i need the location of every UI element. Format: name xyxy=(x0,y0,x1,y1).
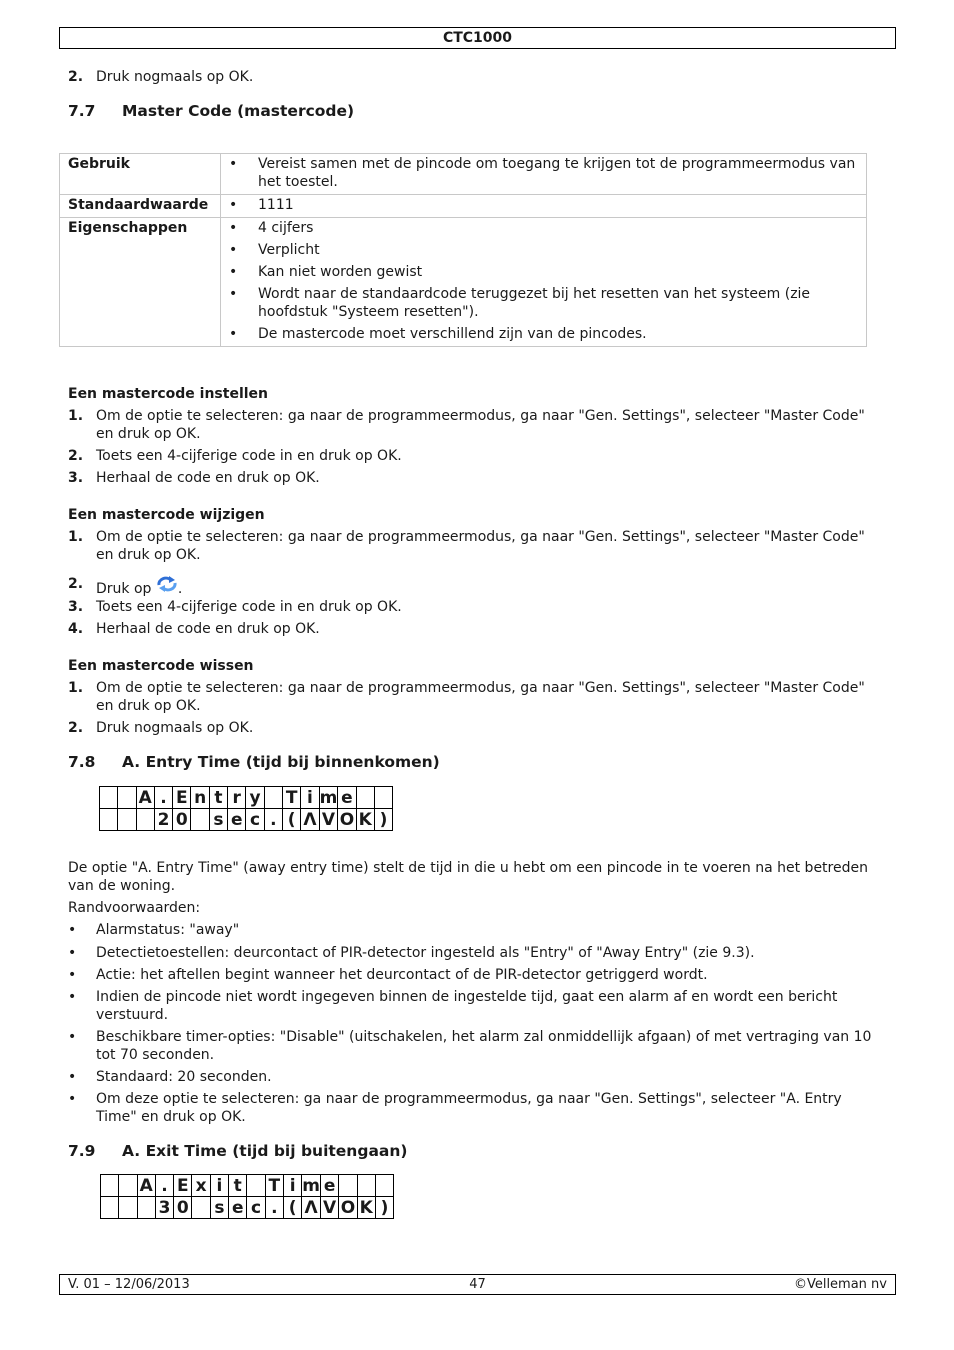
lcd-cell xyxy=(356,787,374,809)
table-row xyxy=(60,218,867,347)
lcd-cell xyxy=(136,809,154,831)
lcd-cell: . xyxy=(264,809,282,831)
lcd-cell: n xyxy=(191,787,209,809)
lcd-cell: t xyxy=(209,787,227,809)
lcd-cell: e xyxy=(229,1197,247,1219)
footer-page-number: 47 xyxy=(469,1277,486,1292)
bullet: • xyxy=(68,945,77,961)
section-number: 7.8 xyxy=(68,753,96,771)
table-key: Standaardwaarde xyxy=(60,195,221,218)
step-number: 3. xyxy=(68,470,84,486)
step-text: Druk nogmaals op OK. xyxy=(96,69,254,85)
lcd-cell: O xyxy=(340,1197,356,1218)
lcd-cell: i xyxy=(210,1175,228,1197)
lcd-cell xyxy=(375,1175,393,1197)
lcd-cell: V xyxy=(320,1197,338,1219)
lcd-cell xyxy=(118,809,136,831)
lcd-display-exit-time xyxy=(100,1174,394,1219)
step-number: 2. xyxy=(68,720,84,736)
bullet: • xyxy=(229,156,238,172)
step-number: 2. xyxy=(68,576,84,592)
lcd-cell xyxy=(101,1197,119,1219)
lcd-cell: T xyxy=(265,1175,283,1197)
section-number: 7.7 xyxy=(68,102,96,120)
bullet-text: Actie: het aftellen begint wanneer het deurcontact of de PIR-detector getriggerd wordt. xyxy=(96,967,708,983)
step-text: Herhaal de code en druk op OK. xyxy=(96,621,320,637)
bullet: • xyxy=(68,989,77,1005)
lcd-cell: ) xyxy=(374,809,392,831)
bullet: • xyxy=(229,220,238,236)
lcd-cell: i xyxy=(301,787,319,809)
bullet-text: Om deze optie te selecteren: ga naar de programmeermodus, ga naar "Gen. Settings", selecteer "A. Entry Time" en druk op OK. xyxy=(96,1091,842,1125)
lcd-cell: y xyxy=(246,787,264,809)
table-key: Gebruik xyxy=(60,154,221,195)
lcd-cell: . xyxy=(265,1197,283,1219)
bullet: • xyxy=(68,1091,77,1107)
lcd-cell: c xyxy=(246,809,264,831)
lcd-cell: ( xyxy=(282,809,300,831)
item-text: De mastercode moet verschillend zijn van de pincodes. xyxy=(258,326,647,342)
step-text: Om de optie te selecteren: ga naar de programmeermodus, ga naar "Gen. Settings", selecteer "Master Code" en druk op OK. xyxy=(96,529,865,563)
step-text: Druk nogmaals op OK. xyxy=(96,720,254,736)
lcd-cell xyxy=(100,809,118,831)
table-value xyxy=(221,218,867,347)
bullet: • xyxy=(68,1029,77,1045)
list-item xyxy=(229,155,858,191)
table-row xyxy=(60,195,867,218)
table-value xyxy=(221,154,867,195)
lcd-cell xyxy=(192,1197,210,1219)
lcd-cell xyxy=(339,1175,357,1197)
lcd-cell xyxy=(119,1197,137,1219)
list-item xyxy=(229,196,858,214)
footer-version: V. 01 – 12/06/2013 xyxy=(68,1277,190,1292)
item-text: Verplicht xyxy=(258,242,320,258)
lcd-cell xyxy=(357,1175,375,1197)
lcd-cell: A xyxy=(136,787,154,809)
paragraph-description: De optie "A. Entry Time" (away entry time) stelt de tijd in die u hebt om een pincode in te voeren na het betreden van de woning. xyxy=(68,860,868,894)
step-text: Toets een 4-cijferige code in en druk op OK. xyxy=(96,448,402,464)
lcd-cell xyxy=(118,787,136,809)
lcd-cell xyxy=(137,1197,155,1219)
step-number: 4. xyxy=(68,621,84,637)
lcd-cell: T xyxy=(282,787,300,809)
bullet: • xyxy=(229,264,238,280)
step-text-after: . xyxy=(177,581,183,597)
item-text: Vereist samen met de pincode om toegang te krijgen tot de programmeermodus van het toestel. xyxy=(258,156,856,190)
list-item xyxy=(229,219,858,237)
step-text: Herhaal de code en druk op OK. xyxy=(96,470,320,486)
lcd-cell: ( xyxy=(283,1197,301,1219)
item-text: 1111 xyxy=(258,197,294,213)
step-number: 1. xyxy=(68,529,84,545)
page-footer xyxy=(59,1274,896,1295)
footer-copyright: ©Velleman nv xyxy=(793,1277,887,1292)
subheading-erase: Een mastercode wissen xyxy=(68,658,254,674)
step-text: Toets een 4-cijferige code in en druk op OK. xyxy=(96,599,402,615)
lcd-cell: 0 xyxy=(173,809,191,831)
subheading-set: Een mastercode instellen xyxy=(68,386,269,402)
lcd-cell xyxy=(119,1175,137,1197)
bullet-text: Indien de pincode niet wordt ingegeven binnen de ingestelde tijd, gaat een alarm af en wordt een bericht verstuurd. xyxy=(96,989,838,1023)
lcd-cell xyxy=(101,1175,119,1197)
lcd-cell: 2 xyxy=(154,809,172,831)
step-number: 1. xyxy=(68,680,84,696)
list-item xyxy=(229,325,858,343)
table-key: Eigenschappen xyxy=(60,218,221,347)
lcd-cell: 3 xyxy=(155,1197,173,1219)
lcd-cell: c xyxy=(247,1197,265,1219)
lcd-cell: K xyxy=(356,809,374,831)
item-text: Kan niet worden gewist xyxy=(258,264,423,280)
lcd-display-entry-time xyxy=(99,786,393,831)
bullet: • xyxy=(68,1069,77,1085)
item-text: Wordt naar de standaardcode teruggezet bij het resetten van het systeem (zie hoofdstuk "Systeem resetten"). xyxy=(258,286,811,320)
lcd-cell: s xyxy=(210,1197,228,1219)
lcd-cell: r xyxy=(228,787,246,809)
bullet: • xyxy=(229,286,238,302)
bullet: • xyxy=(229,326,238,342)
lcd-cell: . xyxy=(154,787,172,809)
bullet-text: Beschikbare timer-opties: "Disable" (uitschakelen, het alarm zal onmiddellijk afgaan) of met vertraging van 10 tot 70 seconden. xyxy=(96,1029,872,1063)
section-heading-7-7 xyxy=(68,102,354,120)
lcd-cell: O xyxy=(339,809,355,830)
sync-icon xyxy=(156,575,178,593)
lcd-row-2 xyxy=(100,809,393,831)
item-text: 4 cijfers xyxy=(258,220,314,236)
bullet: • xyxy=(229,197,238,213)
lcd-cell xyxy=(374,787,392,809)
list-item xyxy=(229,241,858,259)
lcd-row-1 xyxy=(101,1175,394,1197)
bullet: • xyxy=(68,967,77,983)
lcd-cell: E xyxy=(174,1175,192,1197)
lcd-cell: x xyxy=(192,1175,210,1197)
bullet: • xyxy=(229,242,238,258)
lcd-cell: e xyxy=(338,787,356,809)
bullet-text: Detectietoestellen: deurcontact of PIR-detector ingesteld als "Entry" of "Away Entry" (zie 9.3). xyxy=(96,945,755,961)
lcd-cell: . xyxy=(155,1175,173,1197)
list-item xyxy=(229,263,858,281)
lcd-cell: m xyxy=(319,787,338,808)
lcd-cell: i xyxy=(283,1175,301,1197)
section-heading-7-8 xyxy=(68,753,440,771)
step-text xyxy=(96,575,886,598)
section-title: A. Entry Time (tijd bij binnenkomen) xyxy=(122,753,440,771)
section-title: A. Exit Time (tijd bij buitengaan) xyxy=(122,1142,408,1160)
section-number: 7.9 xyxy=(68,1142,96,1160)
lcd-cell: s xyxy=(209,809,227,831)
lcd-cell: E xyxy=(173,787,191,809)
step-number: 1. xyxy=(68,408,84,424)
step-number: 2. xyxy=(68,69,84,85)
lcd-cell: ) xyxy=(375,1197,393,1219)
lcd-cell xyxy=(191,809,209,831)
bullet: • xyxy=(68,922,77,938)
lcd-cell xyxy=(247,1175,265,1197)
lcd-row-2 xyxy=(101,1197,394,1219)
header-title: CTC1000 xyxy=(442,30,513,46)
lcd-cell: A xyxy=(137,1175,155,1197)
lcd-cell xyxy=(264,787,282,809)
list-item xyxy=(229,285,858,321)
table-row xyxy=(60,154,867,195)
step-text-before: Druk op xyxy=(96,581,152,597)
lcd-cell: m xyxy=(302,1175,320,1196)
subheading-change: Een mastercode wijzigen xyxy=(68,507,265,523)
lcd-cell: e xyxy=(320,1175,338,1197)
step-number: 3. xyxy=(68,599,84,615)
section-heading-7-9 xyxy=(68,1142,407,1160)
lcd-cell: V xyxy=(319,809,338,831)
lcd-cell: e xyxy=(228,809,246,831)
lcd-cell: Λ xyxy=(302,1197,321,1219)
paragraph-conditions: Randvoorwaarden: xyxy=(68,900,201,916)
step-number: 2. xyxy=(68,448,84,464)
mastercode-properties-table xyxy=(59,153,867,347)
lcd-row-1 xyxy=(100,787,393,809)
lcd-cell: Λ xyxy=(301,809,319,831)
lcd-cell: 0 xyxy=(174,1197,192,1219)
section-title: Master Code (mastercode) xyxy=(122,102,355,120)
table-value xyxy=(221,195,867,218)
step-text: Om de optie te selecteren: ga naar de programmeermodus, ga naar "Gen. Settings", selecteer "Master Code" en druk op OK. xyxy=(96,408,865,442)
page-header xyxy=(59,27,896,49)
lcd-cell xyxy=(100,787,118,809)
bullet-text: Standaard: 20 seconden. xyxy=(96,1069,272,1085)
bullet-text: Alarmstatus: "away" xyxy=(96,922,240,938)
lcd-cell: t xyxy=(229,1175,247,1197)
step-text: Om de optie te selecteren: ga naar de programmeermodus, ga naar "Gen. Settings", selecteer "Master Code" en druk op OK. xyxy=(96,680,865,714)
lcd-cell: K xyxy=(357,1197,375,1219)
